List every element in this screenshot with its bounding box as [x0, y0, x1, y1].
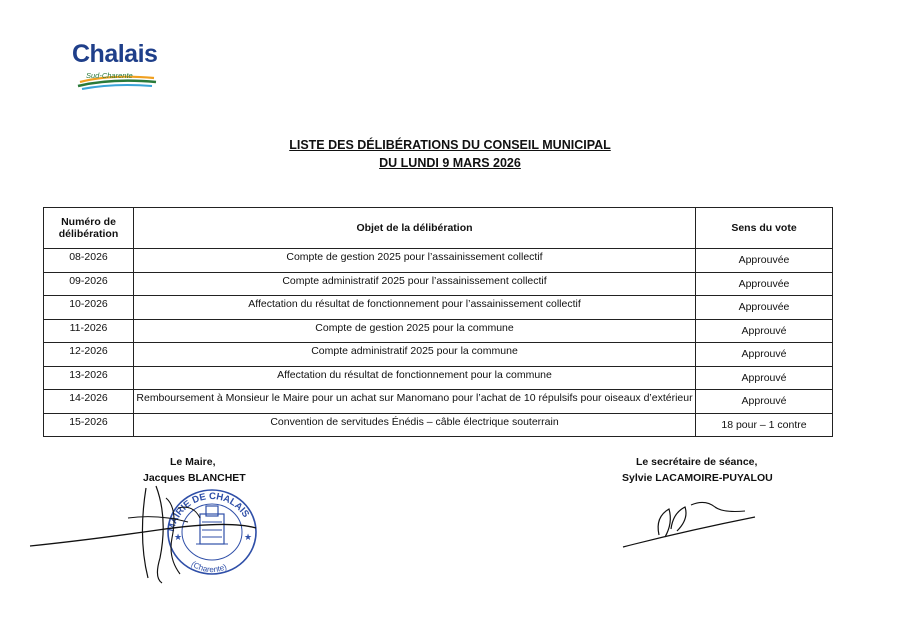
- stamp-subtext: (Charente): [189, 559, 229, 575]
- row-vote: Approuvé: [696, 343, 833, 367]
- table-row: [44, 296, 833, 320]
- row-number: 10-2026: [44, 296, 134, 320]
- stamp-text: MAIRIE DE CHALAIS: [166, 491, 252, 533]
- table-row: [44, 272, 833, 296]
- svg-text:★: ★: [244, 532, 253, 542]
- chalais-logo: [70, 40, 160, 92]
- svg-text:★: ★: [174, 532, 183, 542]
- row-number: 08-2026: [44, 249, 134, 273]
- secretary-title: Le secrétaire de séance,: [636, 456, 758, 468]
- row-number: 13-2026: [44, 366, 134, 390]
- row-object: Compte administratif 2025 pour l’assainissement collectif: [134, 272, 696, 296]
- row-object: Affectation du résultat de fonctionnement pour la commune: [134, 366, 696, 390]
- row-object: Compte de gestion 2025 pour l’assainissement collectif: [134, 249, 696, 273]
- row-vote: Approuvée: [696, 296, 833, 320]
- table-header-row: [44, 208, 833, 249]
- row-vote: Approuvé: [696, 366, 833, 390]
- row-number: 12-2026: [44, 343, 134, 367]
- row-object: Compte de gestion 2025 pour la commune: [134, 319, 696, 343]
- secretary-signature: [615, 495, 765, 555]
- mayor-signature: [28, 478, 268, 588]
- row-vote: Approuvé: [696, 319, 833, 343]
- table-row: [44, 390, 833, 414]
- row-number: 09-2026: [44, 272, 134, 296]
- row-object: Convention de servitudes Énédis – câble électrique souterrain: [134, 413, 696, 437]
- row-object: Affectation du résultat de fonctionnement pour l’assainissement collectif: [134, 296, 696, 320]
- header-object: Objet de la délibération: [134, 208, 696, 249]
- mayor-title: Le Maire,: [170, 456, 216, 468]
- table-row: [44, 319, 833, 343]
- table-row: [44, 366, 833, 390]
- row-object: Remboursement à Monsieur le Maire pour un achat sur Manomano pour l’achat de 10 répulsifs pour oiseaux d’extérieur: [134, 390, 696, 414]
- row-vote: Approuvée: [696, 272, 833, 296]
- logo-subtitle: Sud-Charente: [86, 71, 133, 80]
- row-number: 14-2026: [44, 390, 134, 414]
- document-title-line2: DU LUNDI 9 MARS 2026: [379, 156, 521, 170]
- row-number: 11-2026: [44, 319, 134, 343]
- table-row: [44, 343, 833, 367]
- row-vote: Approuvée: [696, 249, 833, 273]
- row-vote: 18 pour – 1 contre: [696, 413, 833, 437]
- secretary-name: Sylvie LACAMOIRE-PUYALOU: [622, 472, 773, 484]
- deliberations-table: [43, 207, 833, 437]
- row-number: 15-2026: [44, 413, 134, 437]
- header-number: Numéro de délibération: [44, 208, 134, 249]
- row-vote: Approuvé: [696, 390, 833, 414]
- document-title-line1: LISTE DES DÉLIBÉRATIONS DU CONSEIL MUNICIPAL: [289, 138, 611, 152]
- row-object: Compte administratif 2025 pour la commune: [134, 343, 696, 367]
- logo-name: Chalais: [72, 40, 158, 68]
- table-row: [44, 249, 833, 273]
- header-vote: Sens du vote: [696, 208, 833, 249]
- table-row: [44, 413, 833, 437]
- mayor-name: Jacques BLANCHET: [143, 472, 246, 484]
